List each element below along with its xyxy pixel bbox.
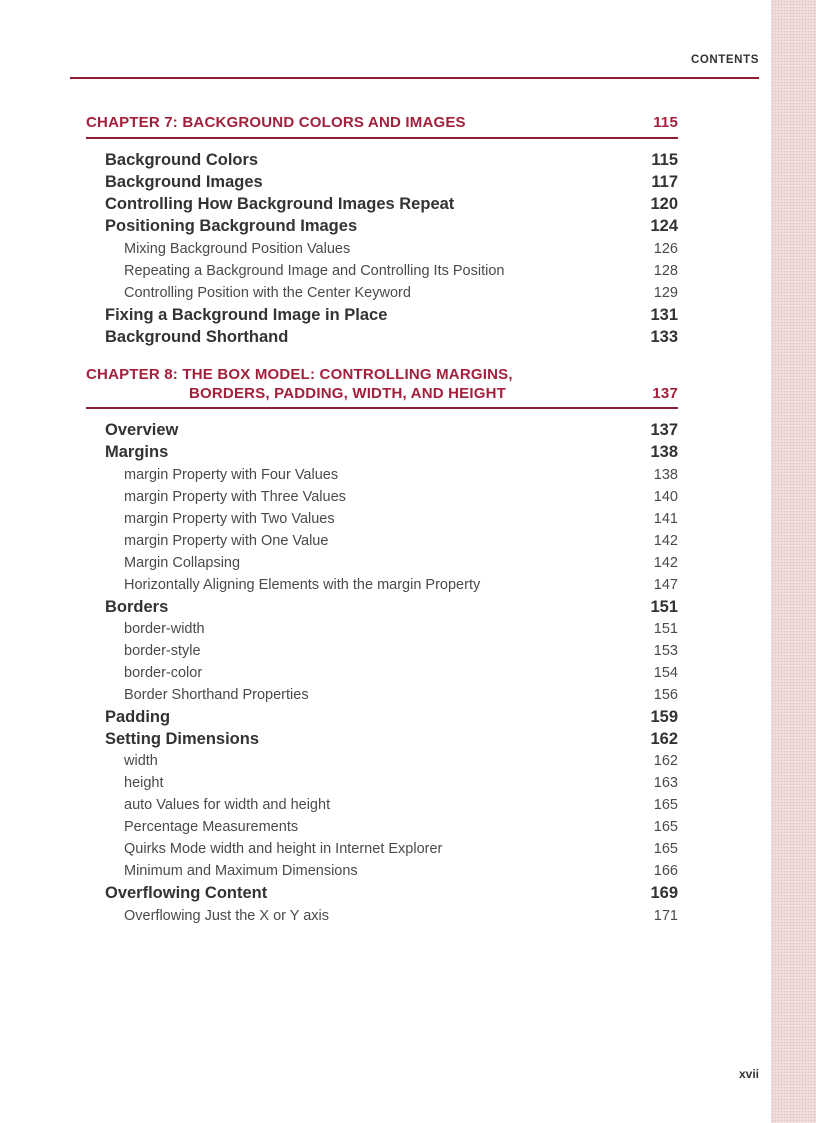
toc-entry-title: Borders — [105, 598, 169, 616]
toc-entry[interactable] — [105, 326, 678, 348]
toc-entry-page: 169 — [650, 884, 678, 902]
toc-subentry[interactable] — [124, 662, 678, 684]
toc-subentry[interactable] — [124, 530, 678, 552]
toc-subentry-page: 165 — [653, 819, 678, 835]
toc-entry-title: Background Shorthand — [105, 328, 289, 346]
toc-subentry-title: border-color — [124, 665, 203, 681]
toc-entry-title: Padding — [105, 708, 171, 726]
toc-subentry-page: 165 — [653, 797, 678, 813]
toc-entry-page: 115 — [651, 151, 678, 169]
toc-entry[interactable] — [105, 215, 678, 237]
toc-subentry[interactable] — [124, 905, 678, 927]
toc-subentry[interactable] — [124, 574, 678, 596]
page-edge-strip — [771, 0, 816, 1123]
toc-entry[interactable] — [105, 596, 678, 618]
header-rule — [70, 77, 759, 79]
toc-subentry-page: 154 — [653, 665, 678, 681]
toc-subentry[interactable] — [124, 508, 678, 530]
toc-entry-title: Overview — [105, 421, 179, 439]
toc-entry[interactable] — [105, 149, 678, 171]
toc-subentry[interactable] — [124, 640, 678, 662]
toc-subentry[interactable] — [124, 860, 678, 882]
toc-entry[interactable] — [105, 706, 678, 728]
toc-subentry-title: margin Property with One Value — [124, 533, 329, 549]
toc-subentry[interactable] — [124, 794, 678, 816]
page-number: xvii — [738, 1067, 759, 1081]
toc-subentry-title: Border Shorthand Properties — [124, 687, 309, 703]
toc-subentry-title: border-style — [124, 643, 201, 659]
toc-subentry-title: Margin Collapsing — [124, 555, 241, 571]
toc-entry-title: Fixing a Background Image in Place — [105, 306, 388, 324]
toc-subentry-title: border-width — [124, 621, 205, 637]
toc-subentry-title: Repeating a Background Image and Controlling Its Position — [124, 263, 505, 279]
toc-entry-title: Setting Dimensions — [105, 730, 260, 748]
toc-entry-title: Background Images — [105, 173, 263, 191]
toc-subentry-title: margin Property with Three Values — [124, 489, 346, 505]
toc-entry-title: Background Colors — [105, 151, 259, 169]
toc-subentry-page: 126 — [653, 241, 678, 257]
toc-subentry-title: margin Property with Four Values — [124, 467, 339, 483]
toc-entry-page: 120 — [650, 195, 678, 213]
toc-subentry[interactable] — [124, 816, 678, 838]
toc-entry-page: 162 — [650, 730, 678, 748]
chapter-title: CHAPTER 7: BACKGROUND COLORS AND IMAGES — [86, 114, 466, 131]
toc-subentry[interactable] — [124, 684, 678, 706]
toc-subentry[interactable] — [124, 238, 678, 260]
toc-entry-page: 124 — [650, 217, 678, 235]
toc-entry-page: 131 — [650, 306, 678, 324]
toc-subentry-title: Mixing Background Position Values — [124, 241, 351, 257]
toc-subentry[interactable] — [124, 750, 678, 772]
toc-entry-page: 159 — [650, 708, 678, 726]
chapter-title-continued: BORDERS, PADDING, WIDTH, AND HEIGHT — [189, 385, 506, 402]
toc-subentry-page: 166 — [653, 863, 678, 879]
chapter-title: CHAPTER 8: THE BOX MODEL: CONTROLLING MARGINS, — [86, 366, 513, 383]
chapter-rule — [86, 407, 678, 409]
toc-entry-title: Overflowing Content — [105, 884, 268, 902]
toc-entry[interactable] — [105, 419, 678, 441]
chapter-rule — [86, 137, 678, 139]
toc-entry-page: 138 — [650, 443, 678, 461]
toc-entry-title: Positioning Background Images — [105, 217, 358, 235]
toc-entry[interactable] — [105, 728, 678, 750]
toc-entry-page: 117 — [651, 173, 678, 191]
toc-subentry-title: height — [124, 775, 164, 791]
toc-subentry[interactable] — [124, 282, 678, 304]
toc-subentry-page: 142 — [653, 555, 678, 571]
toc-subentry-title: Overflowing Just the X or Y axis — [124, 908, 329, 924]
toc-subentry-page: 138 — [653, 467, 678, 483]
toc-subentry-title: Controlling Position with the Center Keyword — [124, 285, 411, 301]
toc-entry[interactable] — [105, 171, 678, 193]
toc-subentry-page: 128 — [653, 263, 678, 279]
toc-entry[interactable] — [105, 441, 678, 463]
chapter-page: 115 — [653, 114, 678, 131]
toc-subentry-title: Percentage Measurements — [124, 819, 299, 835]
toc-subentry[interactable] — [124, 772, 678, 794]
toc-subentry-page: 163 — [653, 775, 678, 791]
chapter-page: 137 — [652, 385, 678, 402]
toc-subentry[interactable] — [124, 552, 678, 574]
toc-subentry-page: 142 — [653, 533, 678, 549]
toc-entry-title: Controlling How Background Images Repeat — [105, 195, 455, 213]
toc-subentry[interactable] — [124, 464, 678, 486]
toc-subentry-title: margin Property with Two Values — [124, 511, 335, 527]
toc-entry[interactable] — [105, 882, 678, 904]
toc-entry-title: Margins — [105, 443, 169, 461]
toc-subentry-title: auto Values for width and height — [124, 797, 331, 813]
toc-subentry[interactable] — [124, 618, 678, 640]
toc-subentry-title: Minimum and Maximum Dimensions — [124, 863, 358, 879]
toc-subentry-title: Quirks Mode width and height in Internet Explorer — [124, 841, 443, 857]
toc-entry[interactable] — [105, 304, 678, 326]
toc-subentry[interactable] — [124, 838, 678, 860]
toc-subentry-page: 156 — [653, 687, 678, 703]
toc-subentry-page: 151 — [653, 621, 678, 637]
chapter-8-heading[interactable] — [86, 365, 678, 403]
toc-entry-page: 133 — [650, 328, 678, 346]
toc-subentry-page: 153 — [653, 643, 678, 659]
toc-subentry[interactable] — [124, 260, 678, 282]
toc-subentry-page: 141 — [653, 511, 678, 527]
toc-subentry-page: 147 — [653, 577, 678, 593]
toc-entry-page: 137 — [650, 421, 678, 439]
chapter-7-heading[interactable] — [86, 113, 678, 132]
toc-subentry-page: 162 — [653, 753, 678, 769]
toc-subentry-page: 165 — [653, 841, 678, 857]
toc-subentry-page: 171 — [653, 908, 678, 924]
toc-entry-page: 151 — [650, 598, 678, 616]
toc-subentry-title: Horizontally Aligning Elements with the margin Property — [124, 577, 481, 593]
toc-subentry[interactable] — [124, 486, 678, 508]
running-head: CONTENTS — [690, 54, 759, 66]
toc-entry[interactable] — [105, 193, 678, 215]
toc-subentry-page: 140 — [653, 489, 678, 505]
toc-subentry-page: 129 — [653, 285, 678, 301]
toc-subentry-title: width — [124, 753, 158, 769]
